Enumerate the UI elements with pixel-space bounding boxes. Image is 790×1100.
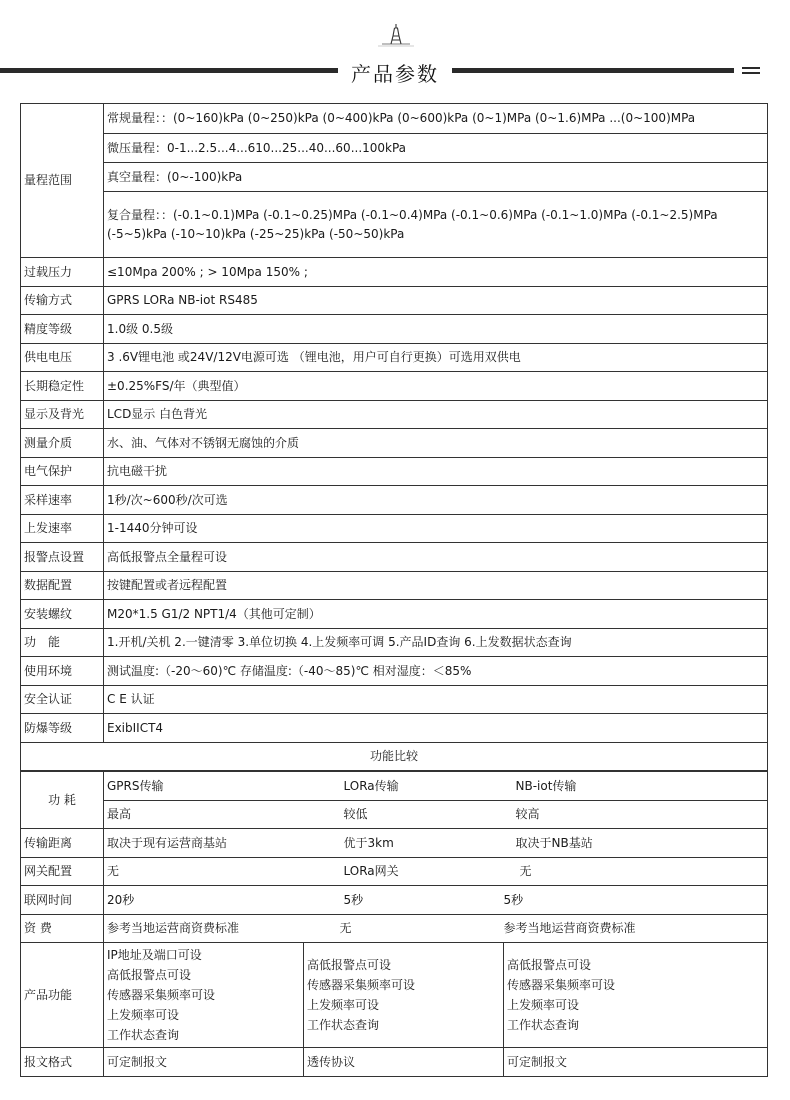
- spec-label: 供电电压: [21, 344, 104, 372]
- fee-label: 资 费: [21, 915, 104, 943]
- range-vacuum: 真空量程：(0~-100)kPa: [104, 163, 768, 192]
- format-label: 报文格式: [21, 1048, 104, 1077]
- range-micro: 微压量程：0-1...2.5...4...610...25...40...60...100kPa: [104, 134, 768, 163]
- feature-item: IP地址及端口可设: [107, 948, 202, 962]
- spec-label: 精度等级: [21, 315, 104, 344]
- format-gprs: 可定制报文: [104, 1048, 304, 1077]
- spec-value: LCD显示 白色背光: [104, 401, 768, 429]
- feature-item: 工作状态查询: [507, 1018, 580, 1032]
- range-normal: 常规量程：：(0~160)kPa (0~250)kPa (0~400)kPa (0~600)kPa (0~1)MPa (0~1.6)MPa ...(0~100)MPa: [104, 104, 768, 134]
- rule-dash: [742, 67, 760, 69]
- features-nb: [504, 943, 768, 1048]
- spec-value: 1-1440分钟可设: [104, 515, 768, 543]
- range-label: 量程范围: [21, 104, 104, 258]
- spec-label: 显示及背光: [21, 401, 104, 429]
- gateway-label: 网关配置: [21, 858, 104, 886]
- spec-label: 采样速率: [21, 486, 104, 515]
- spec-label: 过载压力: [21, 258, 104, 287]
- spec-label: 防爆等级: [21, 714, 104, 743]
- fee-lora: 无: [304, 915, 504, 943]
- spec-label: 安装螺纹: [21, 600, 104, 629]
- tower-icon: [378, 22, 414, 54]
- spec-label: 安全认证: [21, 686, 104, 714]
- spec-value: GPRS LORa NB-iot RS485: [104, 287, 768, 315]
- spec-value: 测试温度:（-20～60)℃ 存储温度:（-40～85)℃ 相对湿度：＜85%: [104, 657, 768, 686]
- spec-value: 水、油、气体对不锈钢无腐蚀的介质: [104, 429, 768, 458]
- distance-label: 传输距离: [21, 829, 104, 858]
- spec-value: 1.开机/关机 2.一键清零 3.单位切换 4.上发频率可调 5.产品ID查询 6.上发数据状态查询: [104, 629, 768, 657]
- spec-value: 1.0级 0.5级: [104, 315, 768, 344]
- spec-table: [20, 103, 768, 771]
- spec-label: 报警点设置: [21, 543, 104, 572]
- spec-label: 长期稳定性: [21, 372, 104, 401]
- feature-item: 传感器采集频率可设: [307, 978, 416, 992]
- distance-nb: 取决于NB基站: [504, 829, 768, 858]
- power-nb: 较高: [504, 801, 768, 829]
- connect-lora: 5秒: [304, 886, 504, 915]
- compare-title: 功能比较: [21, 743, 768, 771]
- spec-label: 上发速率: [21, 515, 104, 543]
- spec-label: 测量介质: [21, 429, 104, 458]
- spec-label: 使用环境: [21, 657, 104, 686]
- fee-gprs: 参考当地运营商资费标准: [104, 915, 304, 943]
- power-label: 功 耗: [21, 772, 104, 829]
- fee-nb: 参考当地运营商资费标准: [504, 915, 768, 943]
- distance-lora: 优于3km: [304, 829, 504, 858]
- feature-item: 传感器采集频率可设: [107, 988, 216, 1002]
- protocol-lora: LORa传输: [304, 772, 504, 801]
- gateway-lora: LORa网关: [304, 858, 504, 886]
- feature-item: 上发频率可设: [107, 1008, 180, 1022]
- gateway-gprs: 无: [104, 858, 304, 886]
- feature-item: 高低报警点可设: [107, 968, 192, 982]
- page-title: 产品参数: [351, 62, 439, 86]
- spec-label: 电气保护: [21, 458, 104, 486]
- connect-nb: 5秒: [504, 886, 768, 915]
- spec-value: 1秒/次~600秒/次可选: [104, 486, 768, 515]
- page-header: [0, 0, 790, 100]
- features-lora: [304, 943, 504, 1048]
- feature-item: 高低报警点可设: [507, 958, 592, 972]
- format-lora: 透传协议: [304, 1048, 504, 1077]
- feature-item: 工作状态查询: [307, 1018, 380, 1032]
- spec-value: 按键配置或者远程配置: [104, 572, 768, 600]
- title-rule-right: [452, 68, 734, 73]
- distance-gprs: 取决于现有运营商基站: [104, 829, 304, 858]
- spec-value: ExibIICT4: [104, 714, 768, 743]
- spec-label: 传输方式: [21, 287, 104, 315]
- connect-gprs: 20秒: [104, 886, 304, 915]
- format-nb: 可定制报文: [504, 1048, 768, 1077]
- spec-value: 抗电磁干扰: [104, 458, 768, 486]
- feature-item: 工作状态查询: [107, 1028, 180, 1042]
- spec-label: 功 能: [21, 629, 104, 657]
- feature-item: 上发频率可设: [307, 998, 380, 1012]
- gateway-nb: 无: [504, 858, 768, 886]
- compare-table: [20, 771, 768, 1077]
- range-compound: [104, 192, 768, 258]
- feature-item: 高低报警点可设: [307, 958, 392, 972]
- range-compound-line1: 复合量程：：(-0.1~0.1)MPa (-0.1~0.25)MPa (-0.1~0.4)MPa (-0.1~0.6)MPa (-0.1~1.0)MPa (-0.1~2.5)MPa: [107, 207, 718, 222]
- rule-dash: [742, 72, 760, 74]
- feature-item: 上发频率可设: [507, 998, 580, 1012]
- spec-value: ±0.25%FS/年（典型值）: [104, 372, 768, 401]
- protocol-nb: NB-iot传输: [504, 772, 768, 801]
- spec-value: ≤10Mpa 200% ; > 10Mpa 150% ;: [104, 258, 768, 287]
- spec-value: C E 认证: [104, 686, 768, 714]
- feature-item: 传感器采集频率可设: [507, 978, 616, 992]
- power-gprs: 最高: [104, 801, 304, 829]
- spec-value: 3 .6V锂电池 或24V/12V电源可选 （锂电池，用户可自行更换）可选用双供电: [104, 344, 768, 372]
- spec-label: 数据配置: [21, 572, 104, 600]
- spec-value: M20*1.5 G1/2 NPT1/4（其他可定制）: [104, 600, 768, 629]
- connect-label: 联网时间: [21, 886, 104, 915]
- features-gprs: [104, 943, 304, 1048]
- protocol-gprs: GPRS传输: [104, 772, 304, 801]
- spec-value: 高低报警点全量程可设: [104, 543, 768, 572]
- power-lora: 较低: [304, 801, 504, 829]
- features-label: 产品功能: [21, 943, 104, 1048]
- range-compound-line2: (-5~5)kPa (-10~10)kPa (-25~25)kPa (-50~50)kPa: [107, 226, 405, 241]
